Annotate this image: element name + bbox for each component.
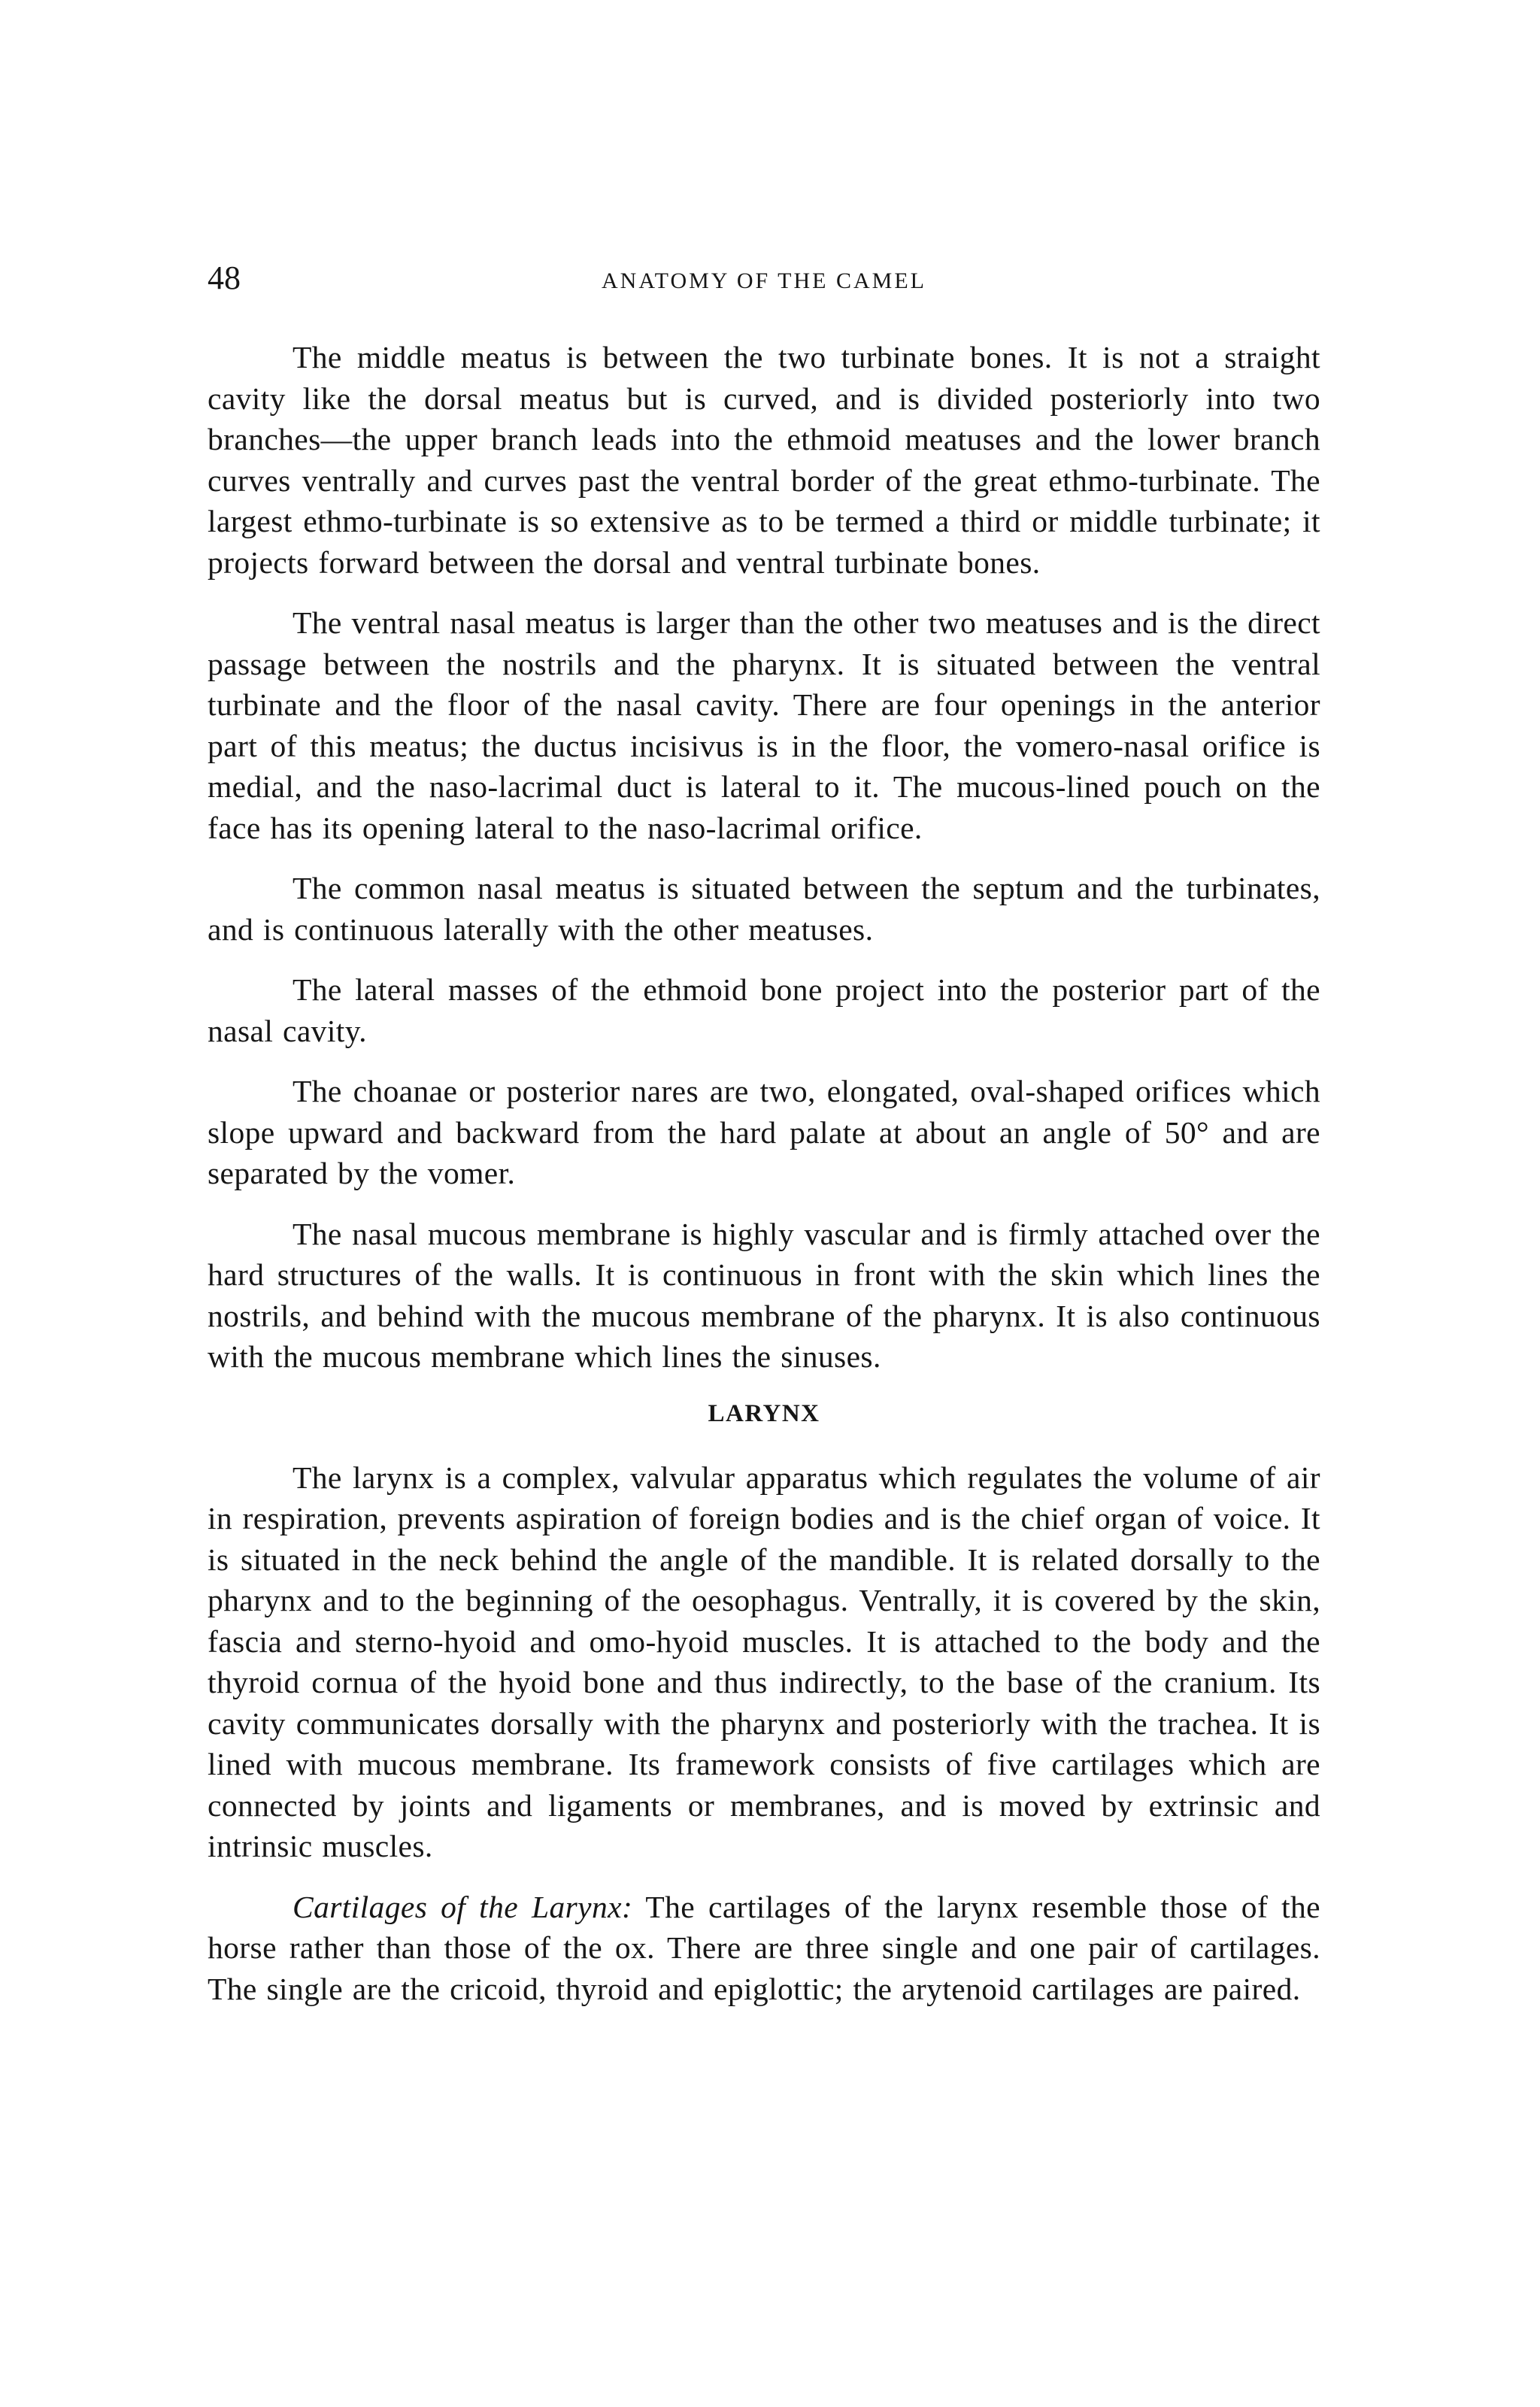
- running-title: ANATOMY OF THE CAMEL: [602, 268, 926, 293]
- running-head: [208, 256, 1320, 301]
- paragraph-choanae: The choanae or posterior nares are two, elongated, oval-shaped orifices which slope upward and backward from the hard palate at about an angle of 50° and are separated by the vomer.: [208, 1074, 1320, 1190]
- paragraph-larynx: The larynx is a complex, valvular apparatus which regulates the volume of air in respiration, prevents aspiration of foreign bodies and is the chief organ of voice. It is situated in the neck behind the angle of the mandible. It is related dorsally to the pharynx and to the beginning of the oesophagus. Ventrally, it is covered by the skin, fascia and sterno-hyoid and omo-hyoid muscles. It is attached to the body and the thyroid cornua of the hyoid bone and thus indirectly, to the base of the cranium. Its cavity communicates dorsally with the pharynx and posteriorly with the trachea. It is lined with mucous membrane. Its framework consists of five cartilages which are connected by joints and ligaments or membranes, and is moved by extrinsic and intrinsic muscles.: [208, 1460, 1320, 1863]
- cartilages-text: The cartilages of the larynx resemble those of the horse rather than those of the ox. There are three single and one pair of cartilages. The single are the cricoid, thyroid and epiglottic; the arytenoid cartilages are paired.: [208, 1889, 1320, 2006]
- paragraph-middle-meatus: The middle meatus is between the two turbinate bones. It is not a straight cavity like the dorsal meatus but is curved, and is divided posteriorly into two branches—the upper branch leads into the ethmoid meatuses and the lower branch curves ventrally and curves past the ventral border of the great ethmo-turbinate. The largest ethmo-turbinate is so extensive as to be termed a third or middle turbinate; it projects forward between the dorsal and ventral turbinate bones.: [208, 340, 1320, 580]
- paragraph-nasal-mucous-membrane: The nasal mucous membrane is highly vascular and is firmly attached over the hard structures of the walls. It is continuous in front with the skin which lines the nostrils, and behind with the mucous membrane of the pharynx. It is also continuous with the mucous membrane which lines the sinuses.: [208, 1216, 1320, 1374]
- cartilages-lead: Cartilages of the Larynx:: [293, 1889, 633, 1924]
- paragraph-ethmoid-masses: The lateral masses of the ethmoid bone project into the posterior part of the nasal cavity.: [208, 972, 1320, 1048]
- paragraph-cartilages: [208, 1887, 1320, 2010]
- paragraph-ventral-meatus: The ventral nasal meatus is larger than the other two meatuses and is the direct passage between the nostrils and the pharynx. It is situated between the ventral turbinate and the floor of the nasal cavity. There are four openings in the anterior part of this meatus; the ductus incisivus is in the floor, the vomero-nasal orifice is medial, and the naso-lacrimal duct is lateral to it. The mucous-lined pouch on the face has its opening lateral to the naso-lacrimal orifice.: [208, 605, 1320, 845]
- body-text: [208, 337, 1320, 2029]
- section-heading-larynx: LARYNX: [708, 1399, 820, 1427]
- paragraph-common-meatus: The common nasal meatus is situated between the septum and the turbinates, and is continuous laterally with the other meatuses.: [208, 871, 1320, 947]
- page-number: 48: [208, 259, 241, 296]
